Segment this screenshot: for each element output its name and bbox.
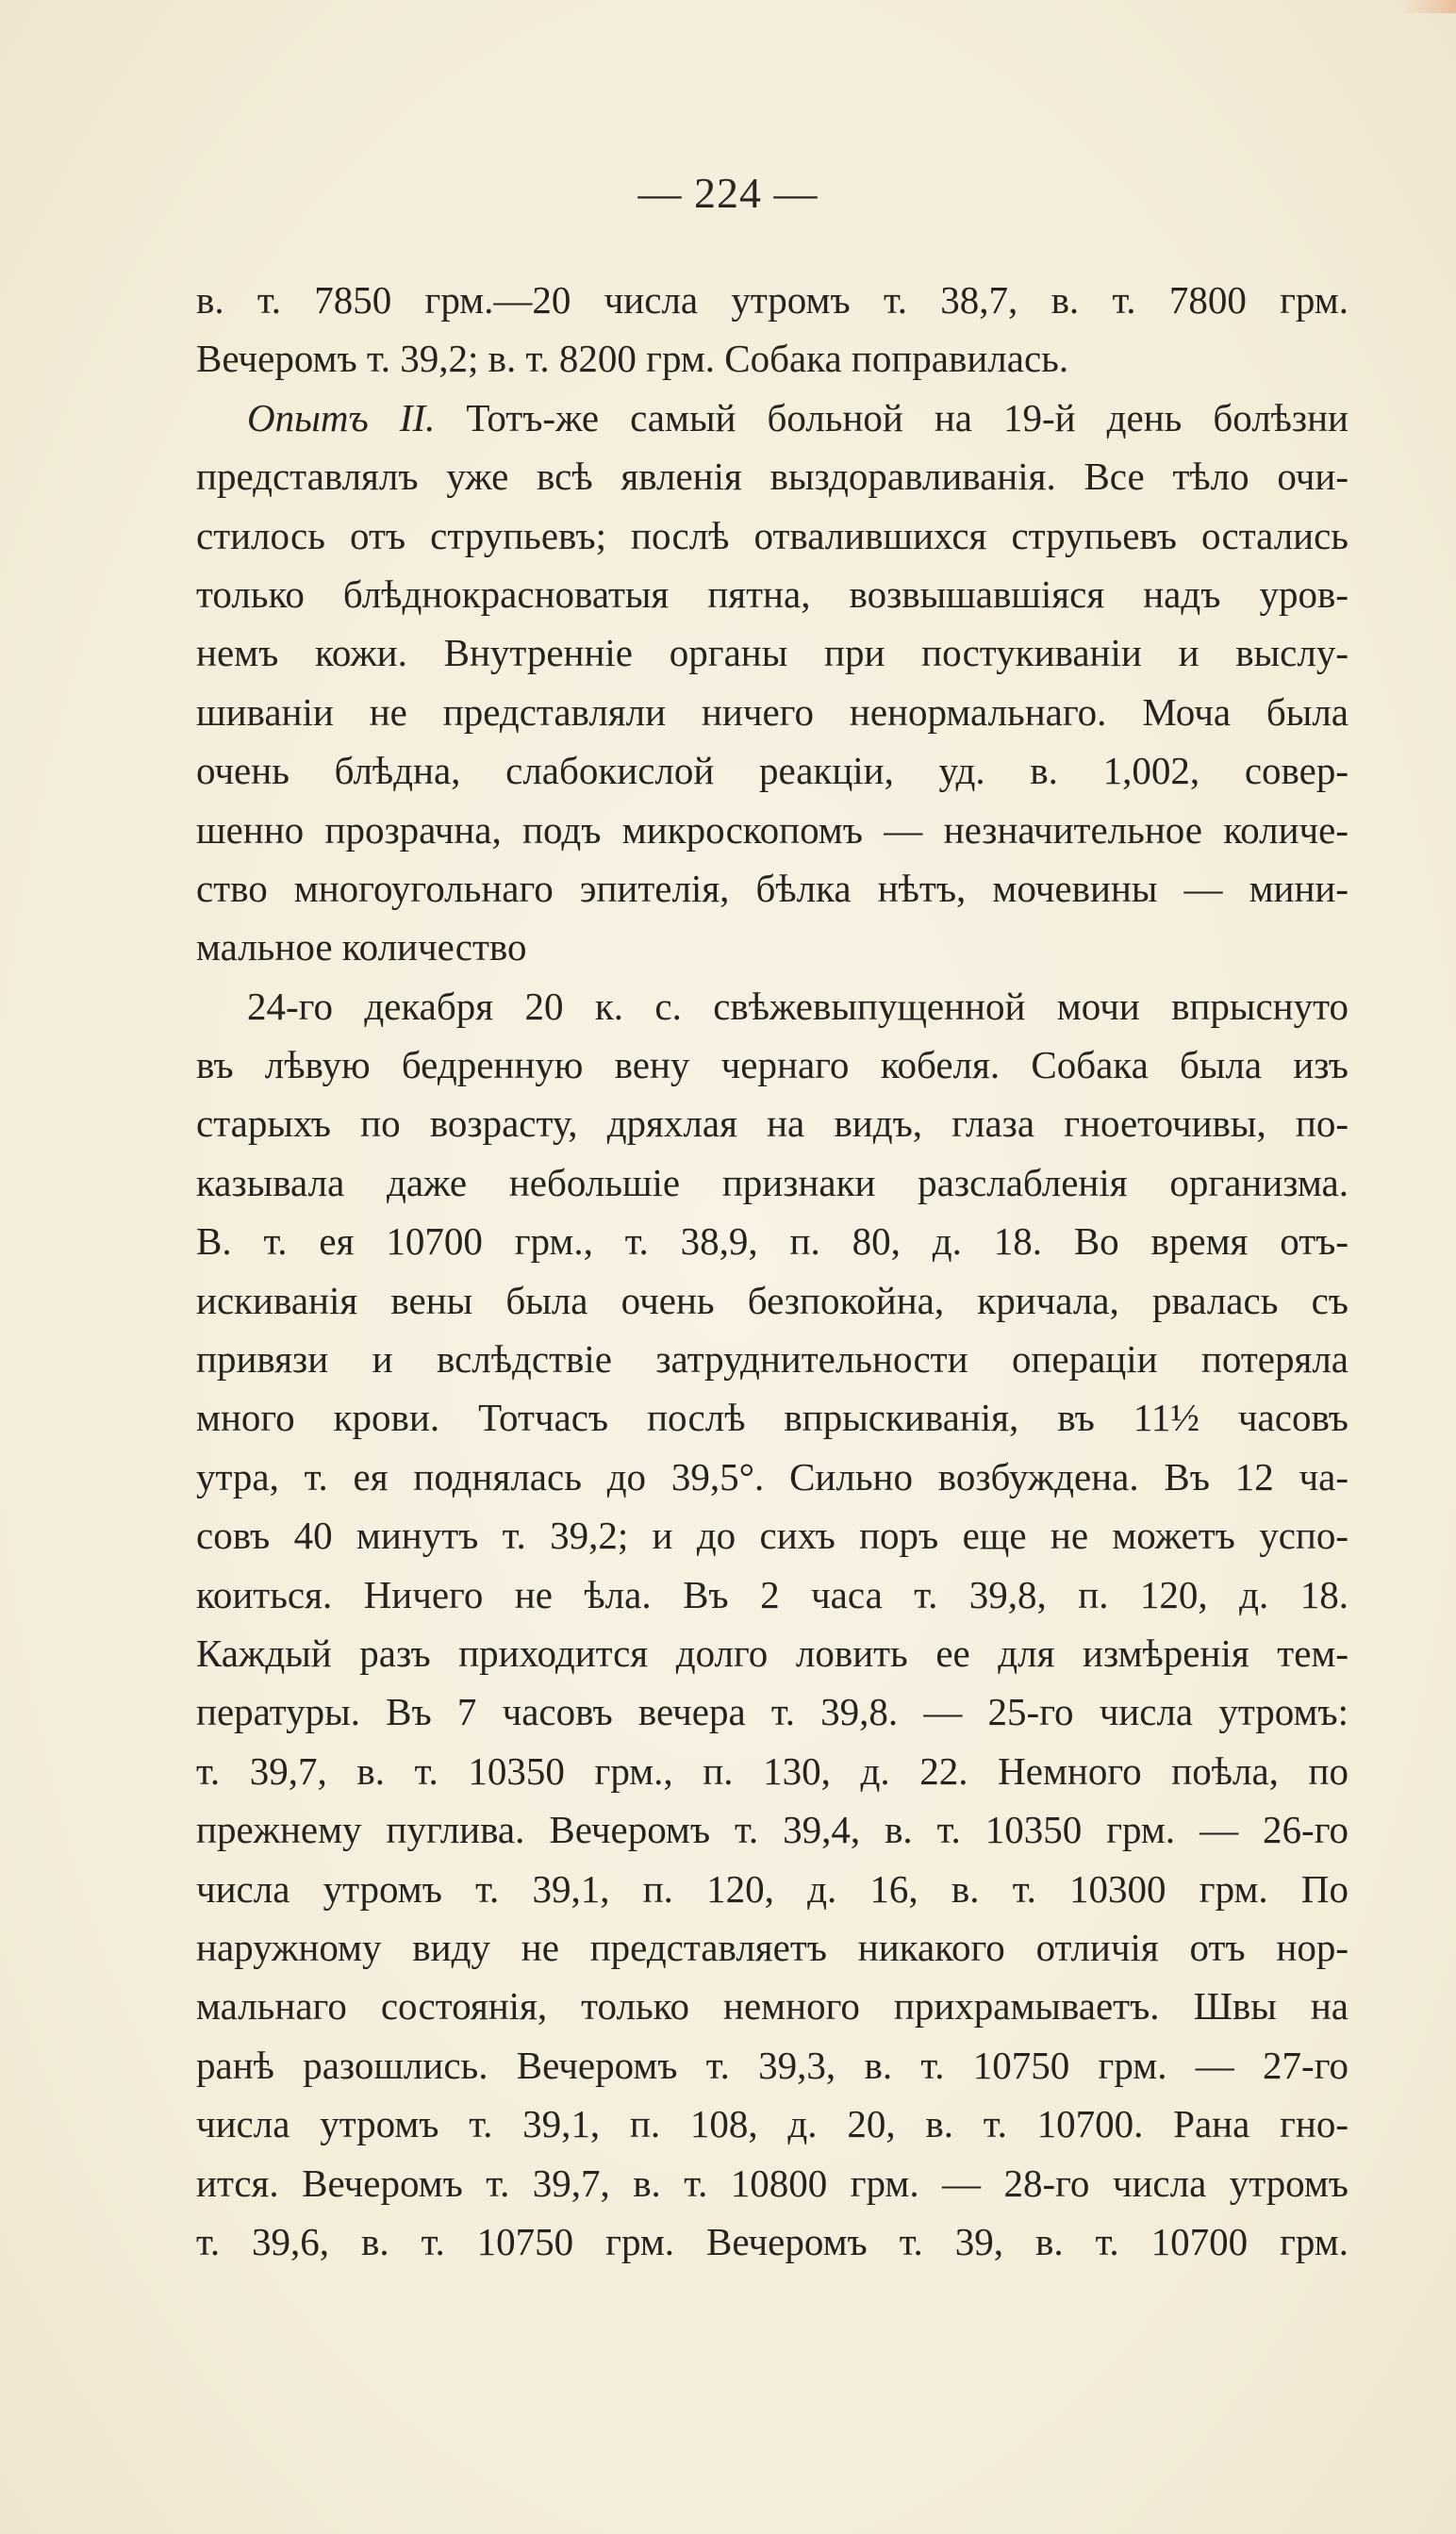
text-line: шенно прозрачна, подъ микроскопомъ — незначительное количе- bbox=[196, 807, 1348, 852]
text-line: ранѣ разошлись. Вечеромъ т. 39,3, в. т. 10750 грм. — 27-го bbox=[196, 2043, 1348, 2087]
text-line: только блѣднокрасноватыя пятна, возвышавшіяся надъ уров- bbox=[196, 571, 1348, 616]
text-line: немъ кожи. Внутренніе органы при постукиваніи и выслу- bbox=[196, 631, 1348, 675]
text-line: стилось отъ струпьевъ; послѣ отвалившихся струпьевъ остались bbox=[196, 513, 1348, 557]
text-line: ится. Вечеромъ т. 39,7, в. т. 10800 грм. — 28-го числа утромъ bbox=[196, 2161, 1348, 2205]
text-line: шиваніи не представляли ничего ненормальнаго. Моча была bbox=[196, 689, 1348, 734]
text-line: въ лѣвую бедренную вену чернаго кобеля. Собака была изъ bbox=[196, 1043, 1348, 1087]
text-line: мальнаго состоянія, только немного прихрамываетъ. Швы на bbox=[196, 1984, 1348, 2029]
text-line: старыхъ по возрасту, дряхлая на видъ, глаза гноеточивы, по- bbox=[196, 1101, 1348, 1146]
page-number: — 224 — bbox=[637, 169, 819, 217]
text-line: т. 39,6, в. т. 10750 грм. Вечеромъ т. 39, в. т. 10700 грм. bbox=[196, 2219, 1348, 2263]
text-line: представлялъ уже всѣ явленія выздоравливанія. Все тѣло очи- bbox=[196, 455, 1348, 499]
experiment-heading: Опытъ II. bbox=[247, 395, 436, 439]
body-text bbox=[196, 271, 1348, 2271]
text-line: в. т. 7850 грм.—20 числа утромъ т. 38,7, в. т. 7800 грм. bbox=[196, 278, 1348, 322]
text-line: коиться. Ничего не ѣла. Въ 2 часа т. 39,8, п. 120, д. 18. bbox=[196, 1572, 1348, 1616]
text-line: Вечеромъ т. 39,2; в. т. 8200 грм. Собака поправилась. bbox=[196, 337, 1069, 381]
text-line: числа утромъ т. 39,1, п. 108, д. 20, в. т. 10700. Рана гно- bbox=[196, 2102, 1348, 2146]
text-line: много крови. Тотчасъ послѣ впрыскиванія, въ 11½ часовъ bbox=[196, 1396, 1348, 1440]
text-line: 24-го декабря 20 к. с. свѣжевыпущенной мочи впрыснуто bbox=[247, 984, 1348, 1028]
text-line: В. т. ея 10700 грм., т. 38,9, п. 80, д. 18. Во время отъ- bbox=[196, 1219, 1348, 1264]
text-line: пературы. Въ 7 часовъ вечера т. 39,8. — 25-го числа утромъ: bbox=[196, 1690, 1348, 1734]
text-line: привязи и вслѣдствіе затруднительности операціи потеряла bbox=[196, 1337, 1348, 1382]
text-line: Каждый разъ приходится долго ловить ее для измѣренія тем- bbox=[196, 1631, 1348, 1675]
text-line bbox=[196, 389, 1348, 447]
text-line: казывала даже небольшіе признаки разслабленія организма. bbox=[196, 1160, 1348, 1204]
text-fragment: Тотъ-же самый больной на 19-й день болѣзни bbox=[435, 395, 1348, 439]
text-line: утра, т. ея поднялась до 39,5°. Сильно возбуждена. Въ 12 ча- bbox=[196, 1454, 1348, 1499]
text-line: совъ 40 минутъ т. 39,2; и до сихъ поръ еще не можетъ успо- bbox=[196, 1514, 1348, 1558]
page-edge-stain bbox=[1399, 0, 1456, 13]
text-line: прежнему пуглива. Вечеромъ т. 39,4, в. т. 10350 грм. — 26-го bbox=[196, 1808, 1348, 1852]
text-line: ство многоугольнаго эпителія, бѣлка нѣтъ, мочевины — мини- bbox=[196, 866, 1348, 910]
text-line: искиванія вены была очень безпокойна, кричала, рвалась съ bbox=[196, 1278, 1348, 1322]
text-line: очень блѣдна, слабокислой реакціи, уд. в. 1,002, совер- bbox=[196, 749, 1348, 793]
text-line: т. 39,7, в. т. 10350 грм., п. 130, д. 22. Немного поѣла, по bbox=[196, 1748, 1348, 1793]
text-line: наружному виду не представляетъ никакого отличія отъ нор- bbox=[196, 1925, 1348, 1969]
text-line: мальное количество bbox=[196, 925, 527, 969]
text-line: числа утромъ т. 39,1, п. 120, д. 16, в. т. 10300 грм. По bbox=[196, 1866, 1348, 1911]
